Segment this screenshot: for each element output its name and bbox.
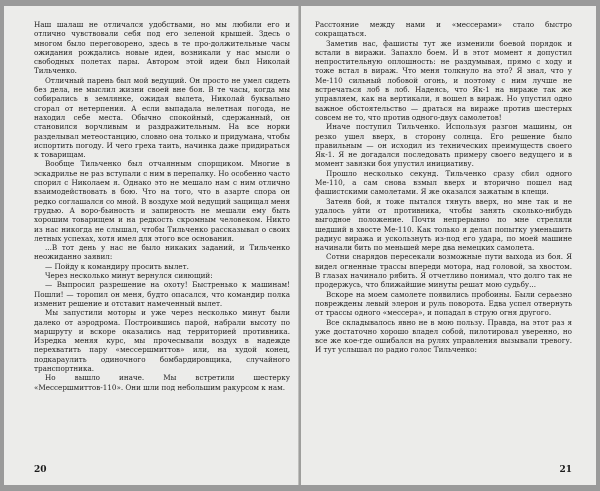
left-paragraph-4: ...В тот день у нас не было никаких заданий, и Тильченко неожиданно заявил: <box>34 243 290 262</box>
right-paragraph-1: Расстояние между нами и «мессерами» стало быстро сокращаться. <box>315 20 572 39</box>
left-paragraph-3: Вообще Тильченко был отчаянным спорщиком. Многие в эскадрилье не раз вступали с ним в перепалку. Но особенно часто спорил с Николаем я. Однако это не мешало нам с ним отлично взаимодействовать в бою. Что на того, что в азарте спора он редко соглашался со мной. В воздухе мой ведущий защищал меня грудью. А воро-бьиность и запирность не мешали ему быть хорошим товарищем и на редкость скромным человеком. Никто из нас никогда не слышал, чтобы Тильченко рассказывал о своих летных успехах, хотя имел для этого все основания. <box>34 159 290 243</box>
right-paragraph-6: Сотни снарядов пересекали возможные пути выхода из боя. Я видел огненные трассы впереди мотора, над головой, за хвостом. В глазах начинало рябить. Я отчетливо понимал, что долго так не продержусь, что ближайшие минуты решат мою судьбу... <box>315 252 572 290</box>
left-paragraph-2: Отличный парень был мой ведущий. Он просто не умел сидеть без дела, не мыслил жизни своей вне боя. В те часы, когда мы собирались в землянке, ожидая вылета, Николай буквально сгорал от нетерпения. А если выпадала нелетная погода, не находил себе места. Обычно спокойный, сдержанный, он становился ворчливым и раздражительным. На все норки разделывал метеостанцию, словно она только и придумана, чтобы испортить погоду. И чего греха таить, начинка даже придираться к товарищам. <box>34 75 290 160</box>
left-paragraph-9: Но вышло иначе. Мы встретили шестерку «Мессершмиттов-110». Они шли под небольшим ракурсом к нам. <box>34 373 290 392</box>
page-number-left: 20 <box>34 465 47 475</box>
left-page <box>4 6 300 485</box>
right-paragraph-3: Иначе поступил Тильченко. Используя разгон машины, он резко ушел вверх, в сторону солнца. Его решение было правильным — он исходил из технических преимуществ своего Як-1. Я не догадался последовать примеру своего ведущего и в момент завязки боя упустил инициативу. <box>315 122 572 169</box>
left-paragraph-7: — Выпросил разрешение на охоту! Быстренько к машинам! Пошли! — торопил он меня, будто опасался, что командир полка изменит решение и отставит намеченный вылет. <box>34 280 290 308</box>
right-paragraph-8: Все складывалось явно не в мою пользу. Правда, на этот раз я уже достаточно хорошо владел собой, пилотировал уверенно, но все же кое-где ошибался на рулях управления вызывали тревогу. И тут услышал по радио голос Тильченко: <box>315 317 572 355</box>
right-paragraph-2: Заметив нас, фашисты тут же изменили боевой порядок и встали в виражи. Запахло боем. И в этот момент я допустил непростительную оплошность: не раздумывая, прямо с ходу и тоже встал в вираж. Что меня толкнуло на это? Я знал, что у Ме-110 сильный лобовой огонь, и поэтому с ним лучше не встречаться лоб в лоб. Надеясь, что Як-1 на вираже так же управляем, как на вертикали, я вошел в вираж. Но упустил одно важное обстоятельство — драться на вираже против шестерых совсем не то, что против одного-двух самолетов! <box>315 38 572 122</box>
right-paragraph-4: Прошло несколько секунд. Тильченко сразу сбил одного Ме-110, а сам снова взмыл вверх и вторично пошел над фашистскими самолетами. Я же оказался зажатым в клещи. <box>315 168 572 197</box>
left-paragraph-1: Наш шалаш не отличался удобствами, но мы любили его и отлично чувствовали себя под его зеленой крышей. Здесь о многом было переговорено, здесь в те про-должительные часы ожидания рождались новые идеи, возникали у нас мысли о свободных полетах пары. Автором этой идеи был Николай Тильченко. <box>34 20 290 76</box>
left-paragraph-5: — Пойду к командиру просить вылет. <box>45 261 189 271</box>
right-paragraph-5: Затеяв бой, я тоже пытался тянуть вверх, но мне так и не удалось уйти от противника, чтобы занять сколько-нибудь выгодное положение. Почти непрерывно по мне стреляли шедший в хвосте Ме-110. Как только я делал попытку уменьшить радиус виража и ускользнуть из-под его удара, по моей машине начинали бить по меньшей мере два немецких самолета. <box>315 196 572 253</box>
right-page <box>301 6 596 485</box>
left-paragraph-6: Через несколько минут вернулся сияющий: <box>45 271 213 281</box>
left-paragraph-8: Мы запустили моторы и уже через несколько минут были далеко от аэродрома. Построившись парой, набрали высоту по маршруту и вскоре оказались над территорией противника. Изредка меняя курс, мы прочесывали воздух в надежде перехватить пару «мессершмиттов» или, на худой конец, подкараулить одиночного бомбардировщика, случайного транспортника. <box>34 308 290 373</box>
page-number-right: 21 <box>559 465 572 475</box>
right-paragraph-7: Вскоре на моем самолете появились пробоины. Были серьезно повреждены левый элерон и руль поворота. Едва успел отвернуть от трассы одного «мессера», и попадал в струю огня другого. <box>315 289 572 318</box>
